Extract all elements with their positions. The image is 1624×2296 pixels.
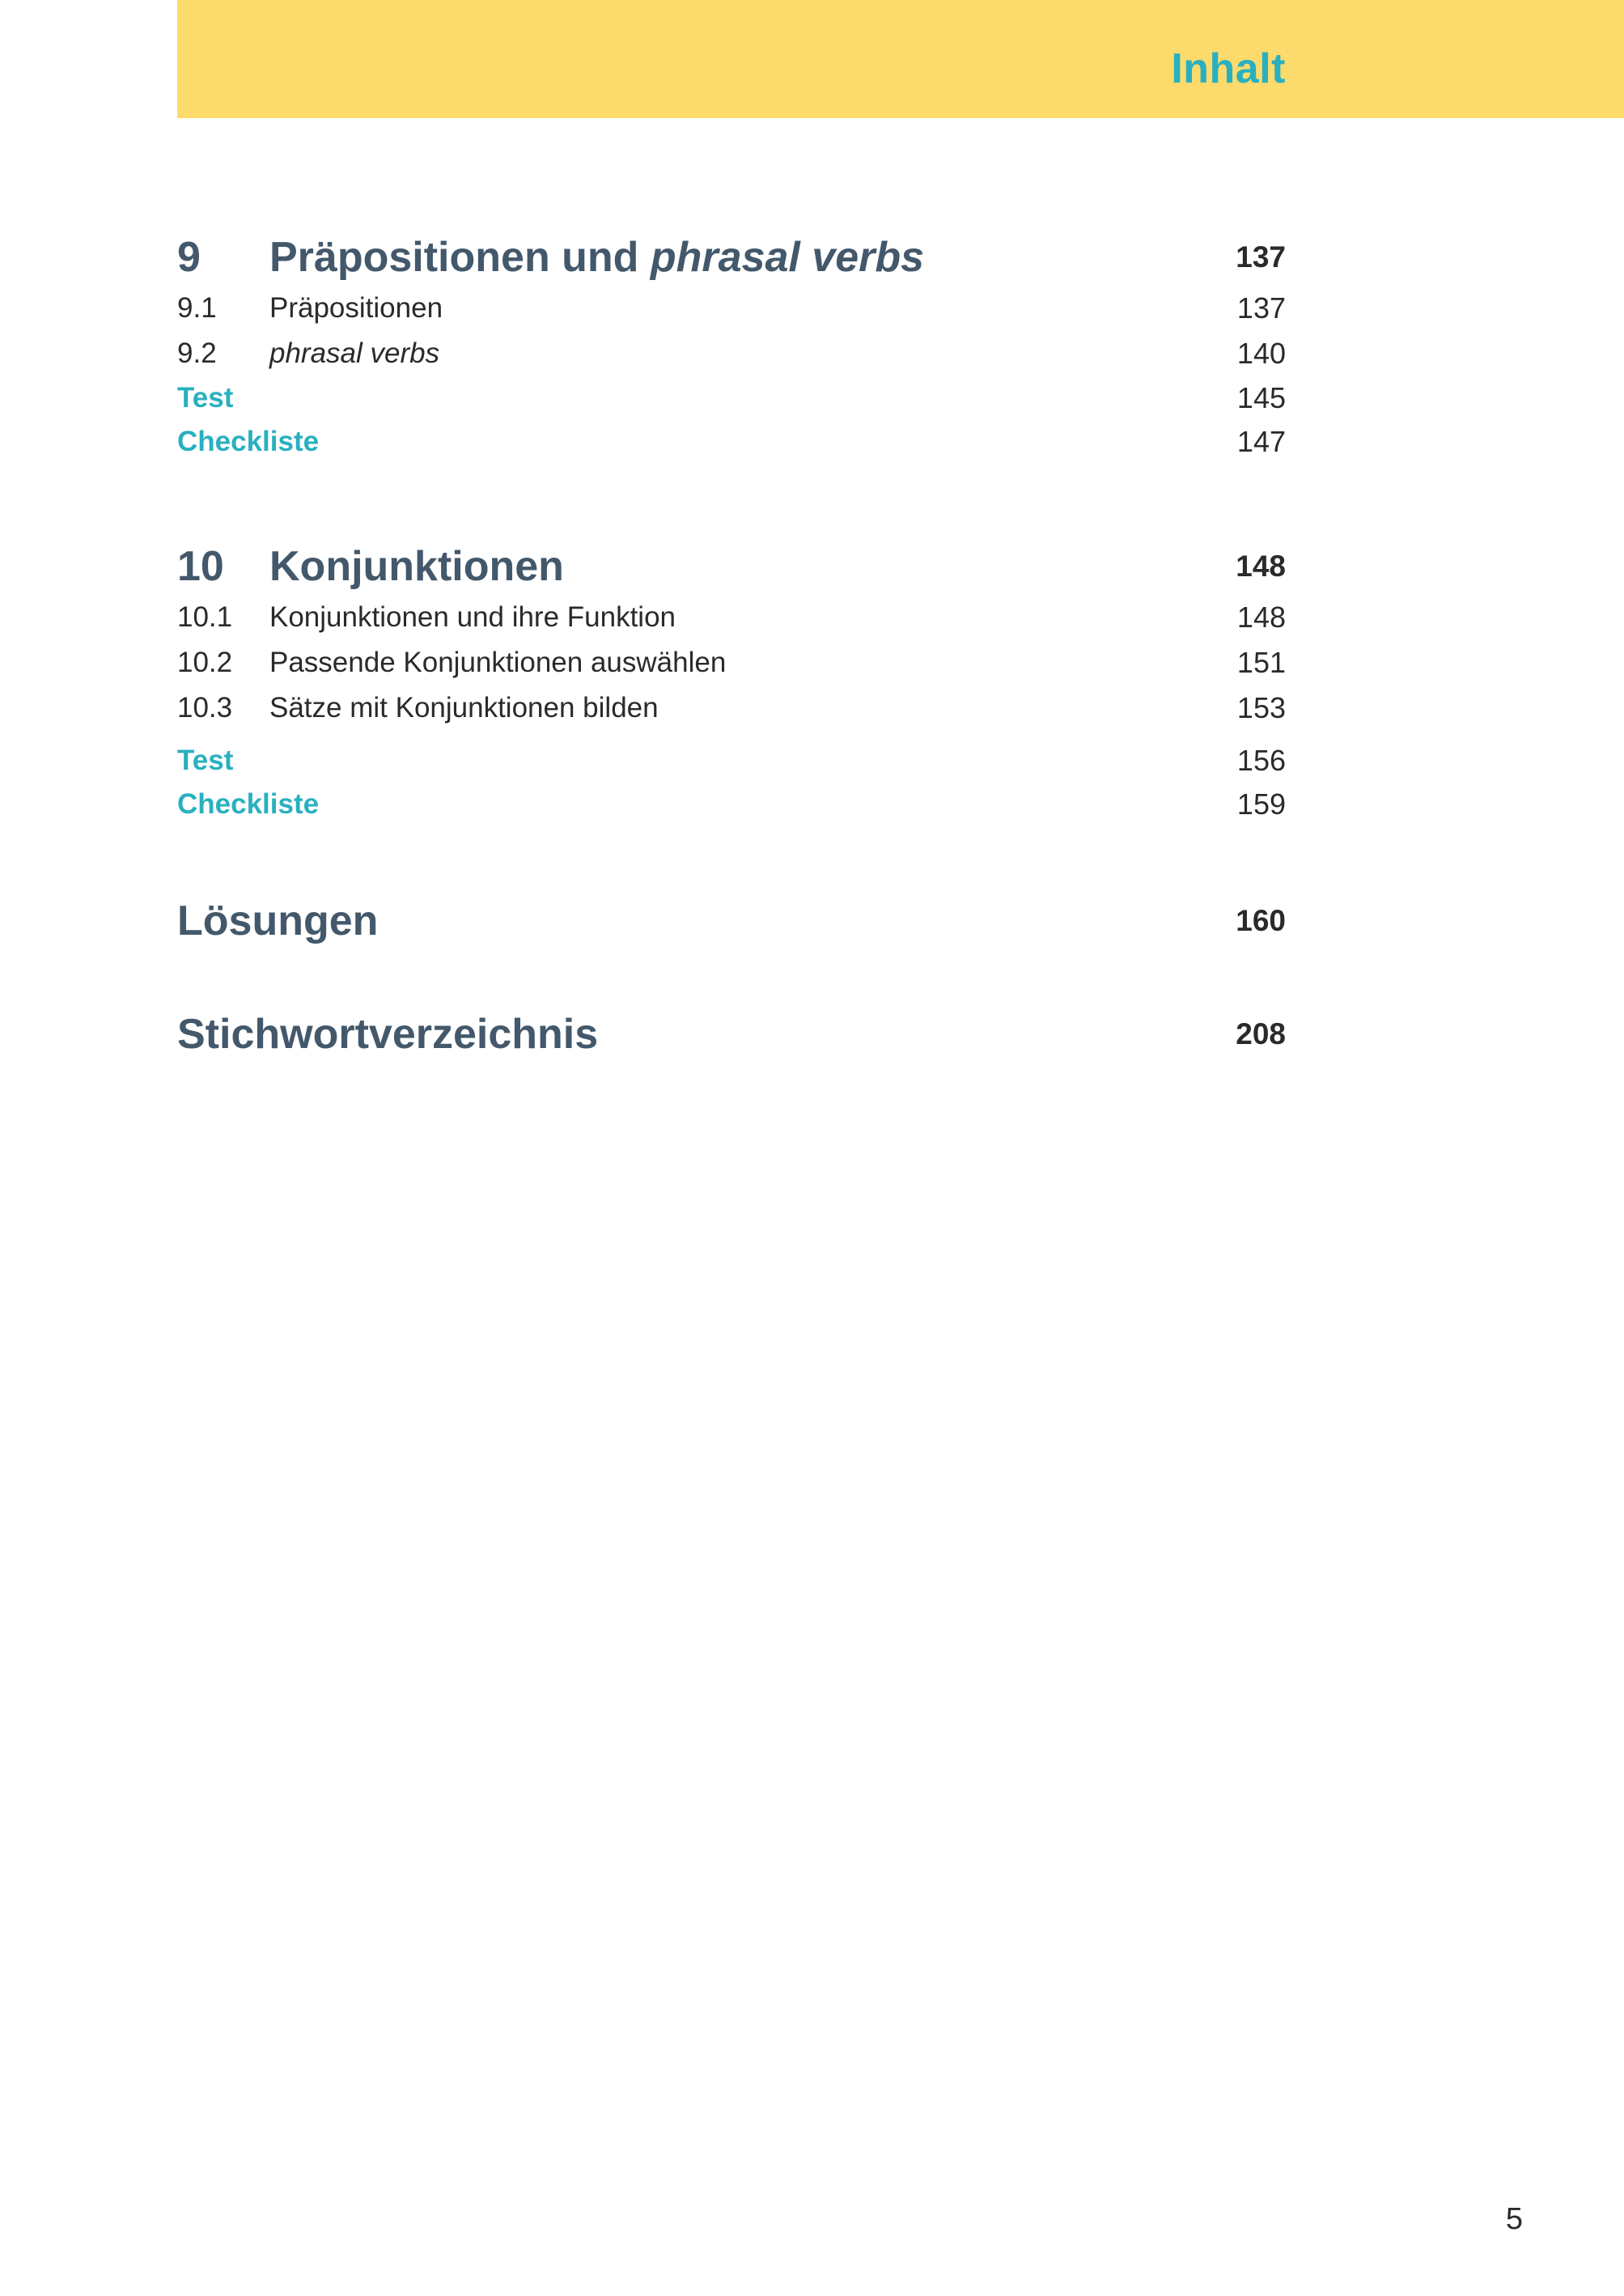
toc-item-10-3-row	[177, 685, 1286, 731]
chapter-title-italic: phrasal verbs	[650, 234, 925, 281]
test-label: Test	[177, 382, 234, 414]
checkliste-label: Checkliste	[177, 426, 320, 457]
header-banner	[177, 0, 1624, 118]
toc-checkliste-row-chapter-10	[177, 783, 1286, 826]
toc-test-row-chapter-9	[177, 376, 1286, 420]
item-page-number: 153	[1236, 691, 1286, 724]
checkliste-page-number: 147	[1236, 425, 1286, 458]
checkliste-label: Checkliste	[177, 788, 320, 820]
chapter-number: 9	[177, 234, 201, 281]
toc-chapter-10-row	[177, 538, 1286, 595]
item-title: Präpositionen	[269, 292, 443, 324]
folio-page-number: 5	[1505, 2202, 1523, 2236]
toc-stichwortverzeichnis-row	[177, 1006, 1286, 1063]
test-label: Test	[177, 745, 234, 776]
toc-chapter-9-row	[177, 229, 1286, 286]
item-page-number: 140	[1236, 337, 1286, 370]
item-number: 10.2	[177, 647, 233, 678]
item-page-number: 151	[1236, 646, 1286, 679]
item-number: 10.3	[177, 692, 233, 724]
chapter-title	[269, 542, 1236, 591]
chapter-title-text: Konjunktionen	[269, 543, 564, 590]
toc-loesungen-row	[177, 893, 1286, 949]
test-page-number: 156	[1236, 744, 1286, 777]
checkliste-page-number: 159	[1236, 787, 1286, 821]
item-number: 9.1	[177, 292, 217, 324]
chapter-page-number: 148	[1236, 550, 1286, 583]
toc-item-9-2-row	[177, 331, 1286, 376]
item-page-number: 148	[1236, 601, 1286, 634]
chapter-title-text: Präpositionen und	[269, 234, 651, 281]
toc-checkliste-row-chapter-9	[177, 420, 1286, 464]
item-title: Konjunktionen und ihre Funktion	[269, 601, 676, 633]
item-number: 9.2	[177, 337, 217, 369]
test-page-number: 145	[1236, 381, 1286, 414]
item-page-number: 137	[1236, 291, 1286, 325]
item-title: Sätze mit Konjunktionen bilden	[269, 692, 659, 724]
toc-item-9-1-row	[177, 286, 1286, 331]
item-title: Passende Konjunktionen auswählen	[269, 647, 727, 678]
table-of-contents	[177, 229, 1286, 1063]
item-title: phrasal verbs	[269, 337, 440, 369]
toc-test-row-chapter-10	[177, 739, 1286, 783]
section-page-number: 208	[1236, 1017, 1286, 1050]
chapter-page-number: 137	[1236, 240, 1286, 274]
section-title: Lösungen	[177, 898, 379, 944]
chapter-number: 10	[177, 543, 224, 590]
folio	[1506, 2204, 1523, 2234]
section-page-number: 160	[1236, 904, 1286, 937]
section-title: Stichwortverzeichnis	[177, 1011, 599, 1058]
toc-item-10-2-row	[177, 640, 1286, 685]
toc-item-10-1-row	[177, 595, 1286, 640]
page-title: Inhalt	[1171, 45, 1286, 92]
item-number: 10.1	[177, 601, 233, 633]
chapter-title	[269, 233, 1236, 282]
